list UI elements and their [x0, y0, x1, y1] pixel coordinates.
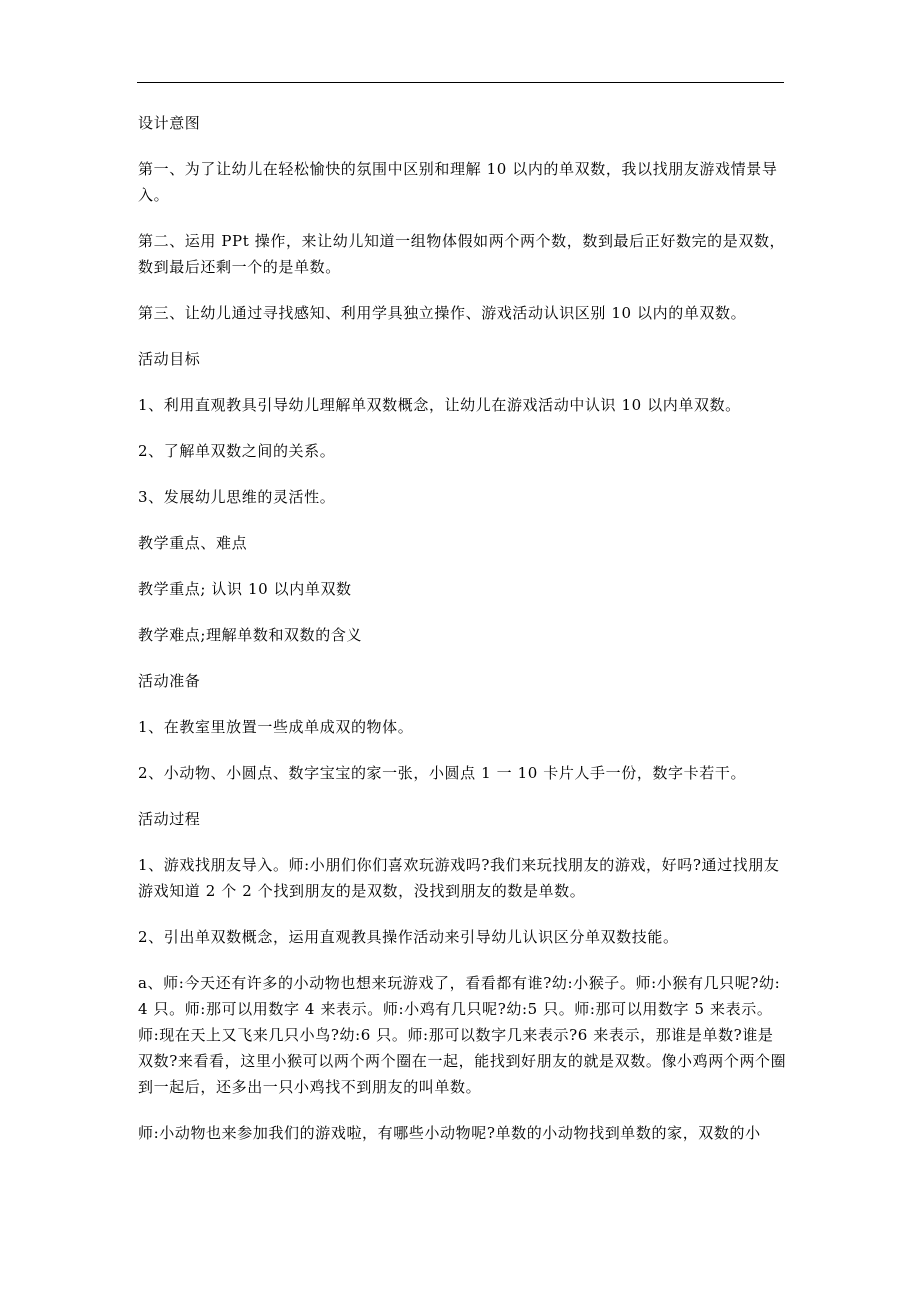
paragraph: 3、发展幼儿思维的灵活性。: [138, 488, 336, 506]
heading-activity-process: 活动过程: [138, 810, 201, 828]
paragraph: a、师:今天还有许多的小动物也想来玩游戏了，看看都有谁?幼:小猴子。师:小猴有几只呢?幼:4 只。师:那可以用数字 4 来表示。师:小鸡有几只呢?幼:5 只。师:那可以用数字 5 来表示。师:现在天上又飞来几只小鸟?幼:6 只。师:那可以数字几来表示?6 来表示，那谁是单数?谁是双数?来看看，这里小猴可以两个两个圈在一起，能找到好朋友的就是双数。像小鸡两个两个圈到一起后，还多出一只小鸡找不到朋友的叫单数。: [138, 974, 787, 1096]
heading-activity-goals: 活动目标: [138, 350, 201, 368]
header-rule: [137, 82, 784, 83]
paragraph: 师:小动物也来参加我们的游戏啦，有哪些小动物呢?单数的小动物找到单数的家，双数的小: [138, 1124, 761, 1142]
paragraph: 1、利用直观教具引导幼儿理解单双数概念，让幼儿在游戏活动中认识 10 以内单双数。: [138, 396, 741, 414]
heading-design-intent: 设计意图: [138, 114, 201, 132]
document-body: [138, 110, 788, 1166]
paragraph: 第二、运用 PPt 操作，来让幼儿知道一组物体假如两个两个数，数到最后正好数完的是双数，数到最后还剩一个的是单数。: [138, 232, 786, 276]
paragraph: 教学重点; 认识 10 以内单双数: [138, 580, 352, 598]
heading-activity-prep: 活动准备: [138, 672, 201, 690]
paragraph: 2、引出单双数概念，运用直观教具操作活动来引导幼儿认识区分单双数技能。: [138, 928, 679, 946]
paragraph: 2、了解单双数之间的关系。: [138, 442, 336, 460]
heading-key-points: 教学重点、难点: [138, 534, 248, 552]
paragraph: 1、游戏找朋友导入。师:小朋们你们喜欢玩游戏吗?我们来玩找朋友的游戏，好吗?通过找朋友游戏知道 2 个 2 个找到朋友的是双数，没找到朋友的数是单数。: [138, 856, 780, 900]
paragraph: 第一、为了让幼儿在轻松愉快的氛围中区别和理解 10 以内的单双数，我以找朋友游戏情景导入。: [138, 160, 778, 204]
paragraph: 1、在教室里放置一些成单成双的物体。: [138, 718, 414, 736]
paragraph: 第三、让幼儿通过寻找感知、利用学具独立操作、游戏活动认识区别 10 以内的单双数。: [138, 304, 747, 322]
paragraph: 教学难点;理解单数和双数的含义: [138, 626, 363, 644]
paragraph: 2、小动物、小圆点、数字宝宝的家一张，小圆点 1 一 10 卡片人手一份，数字卡若干。: [138, 764, 747, 782]
